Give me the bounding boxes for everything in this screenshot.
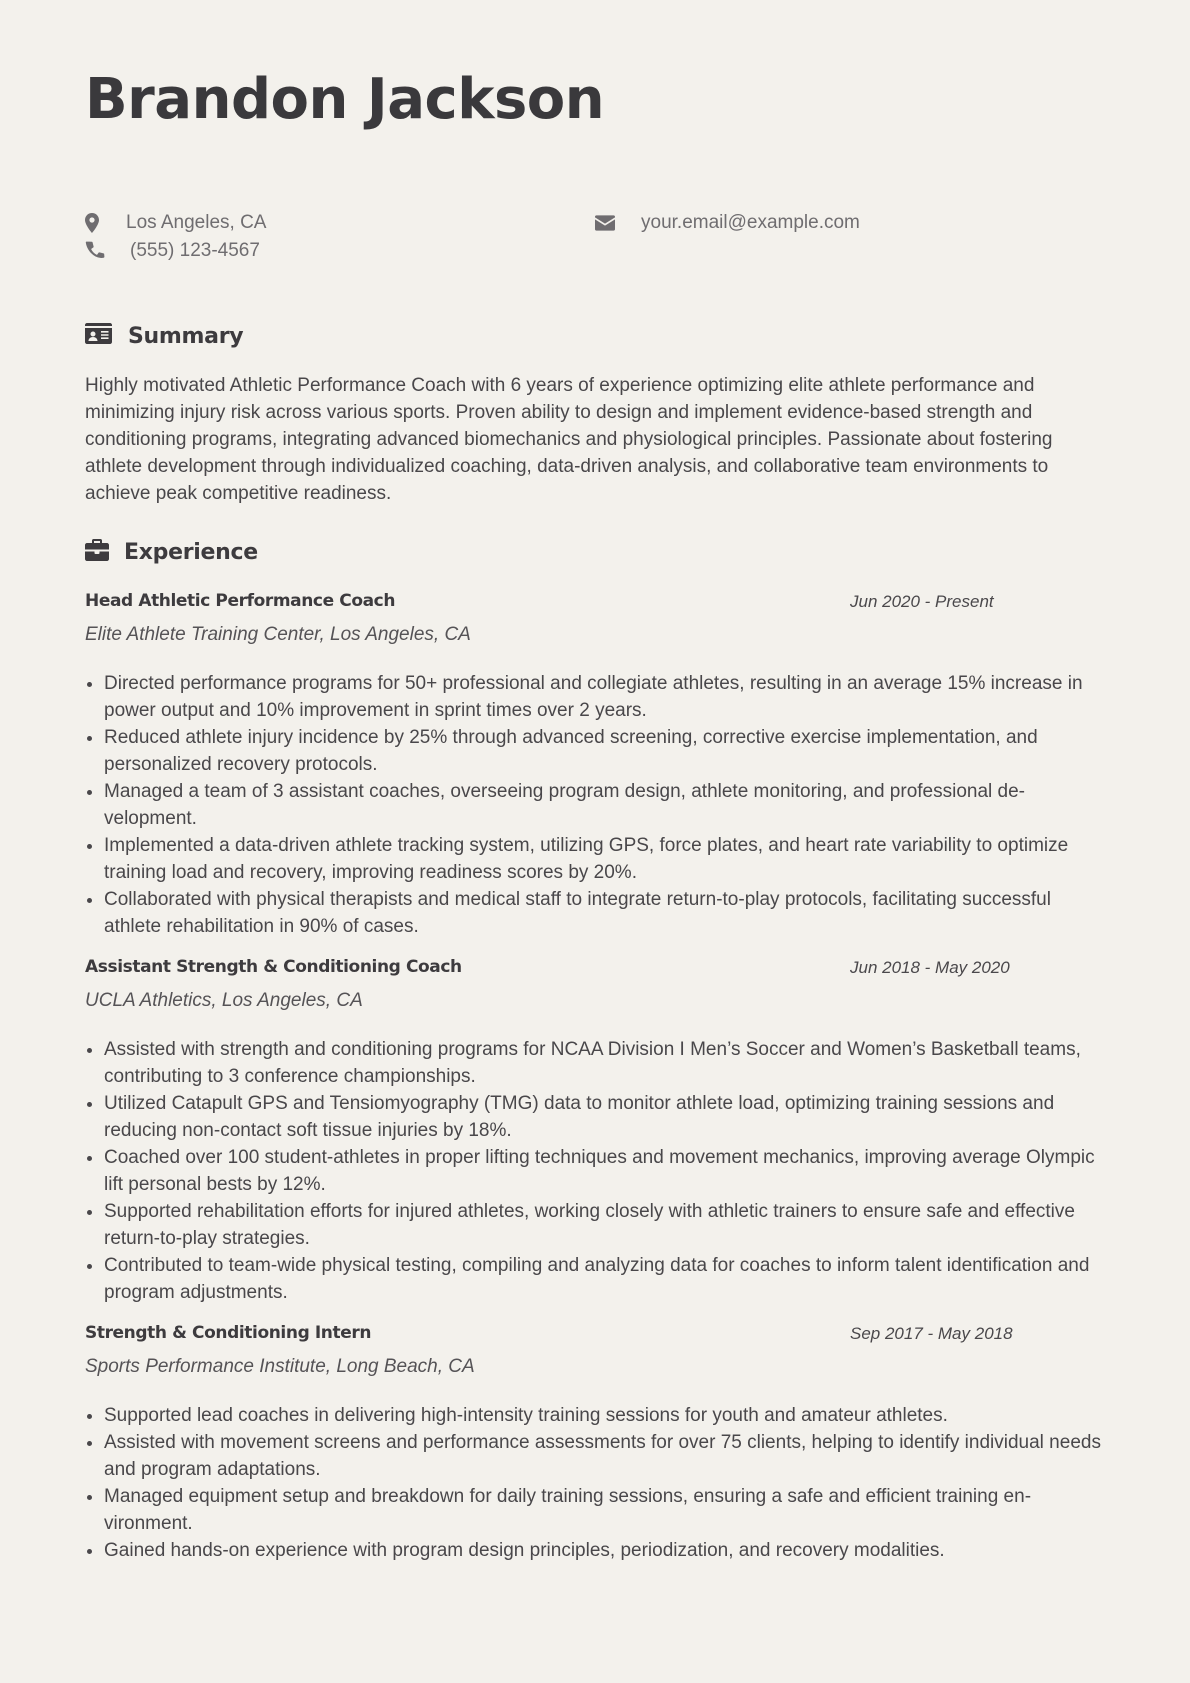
bullet-item: Contributed to team-wide physical testing, compiling and analyzing data for coaches to inform talent identification and program adjustments. xyxy=(85,1252,1105,1306)
job-dates: Sep 2017 - May 2018 xyxy=(850,1324,1013,1343)
bullet-item: Implemented a data-driven athlete tracking system, utilizing GPS, force plates, and heart rate variability to optimize training load and recovery, improving readiness scores by 20%. xyxy=(85,832,1105,886)
map-marker-icon xyxy=(85,213,105,233)
id-card-icon xyxy=(85,323,112,349)
bullet-item: Collaborated with physical therapists and medical staff to integrate return-to-play protocols, facilitating successful athlete rehabilitation in 90% of cases. xyxy=(85,886,1105,940)
briefcase-icon xyxy=(85,539,109,566)
bullet-item: Coached over 100 student-athletes in proper lifting techniques and movement mechanics, improving average Olympic lift personal bests by 12%. xyxy=(85,1144,1105,1198)
experience-title: Experience xyxy=(124,540,258,565)
bullet-item: Utilized Catapult GPS and Tensiomyography (TMG) data to monitor athlete load, optimizing training sessions and reducing non-contact soft tissue injuries by 18%. xyxy=(85,1090,1105,1144)
job-bullets xyxy=(85,1402,1105,1564)
bullet-item: Reduced athlete injury incidence by 25% through advanced screening, corrective exercise implementation, and personalized recovery protocols. xyxy=(85,724,1105,778)
job-company: Elite Athlete Training Center, Los Angeles, CA xyxy=(85,624,471,645)
candidate-name: Brandon Jackson xyxy=(85,67,605,132)
job-entry xyxy=(85,1323,1105,1564)
contact-phone xyxy=(85,238,260,264)
bullet-item: Supported rehabilitation efforts for injured athletes, working closely with athletic trainers to ensure safe and effective return-to-play strategies. xyxy=(85,1198,1105,1252)
envelope-icon xyxy=(595,213,615,233)
summary-title: Summary xyxy=(128,323,244,349)
bullet-item: Gained hands-on experience with program design principles, periodization, and recovery modalities. xyxy=(85,1537,1105,1564)
bullet-item: Assisted with strength and conditioning programs for NCAA Division I Men’s Soccer and Women’s Basketball teams, contributing to 3 conference championships. xyxy=(85,1036,1105,1090)
summary-header xyxy=(85,323,243,349)
job-company: UCLA Athletics, Los Angeles, CA xyxy=(85,990,363,1011)
phone-text: (555) 123-4567 xyxy=(130,240,260,261)
job-dates: Jun 2020 - Present xyxy=(850,592,994,611)
bullet-item: Directed performance programs for 50+ professional and collegiate athletes, resulting in an average 15% increase in power output and 10% improvement in sprint times over 2 years. xyxy=(85,670,1105,724)
experience-header xyxy=(85,539,258,566)
bullet-item: Managed equipment setup and breakdown for daily training sessions, ensuring a safe and efficient training environment. xyxy=(85,1483,1105,1537)
contact-location xyxy=(85,210,266,236)
job-bullets xyxy=(85,670,1105,940)
job-company: Sports Performance Institute, Long Beach, CA xyxy=(85,1356,475,1377)
bullet-item: Assisted with movement screens and performance assessments for over 75 clients, helping to identify individual needs and program adaptations. xyxy=(85,1429,1105,1483)
job-title: Head Athletic Performance Coach xyxy=(85,591,396,611)
job-entry xyxy=(85,957,1105,1306)
job-entry xyxy=(85,591,1105,940)
job-title: Assistant Strength & Conditioning Coach xyxy=(85,957,462,977)
email-link[interactable]: your.email@example.com xyxy=(641,212,860,233)
location-text: Los Angeles, CA xyxy=(126,212,267,233)
job-title: Strength & Conditioning Intern xyxy=(85,1323,372,1343)
summary-text: Highly motivated Athletic Performance Coach with 6 years of experience optimizing elite athlete performance and minimizing injury risk across various sports. Proven ability to design and implement evidence-based strength and conditioning programs, integrating advanced biomechanics and physiological principles. Passionate about fostering athlete development through individualized coaching, data-driven analysis, and collaborative team environments to achieve peak competitive readiness. xyxy=(85,375,1053,504)
bullet-item: Managed a team of 3 assistant coaches, overseeing program design, athlete monitoring, and professional development. xyxy=(85,778,1105,832)
job-dates: Jun 2018 - May 2020 xyxy=(850,958,1010,977)
contact-email xyxy=(595,210,860,236)
job-bullets xyxy=(85,1036,1105,1306)
phone-icon xyxy=(85,241,105,261)
bullet-item: Supported lead coaches in delivering high-intensity training sessions for youth and amateur athletes. xyxy=(85,1402,1105,1429)
